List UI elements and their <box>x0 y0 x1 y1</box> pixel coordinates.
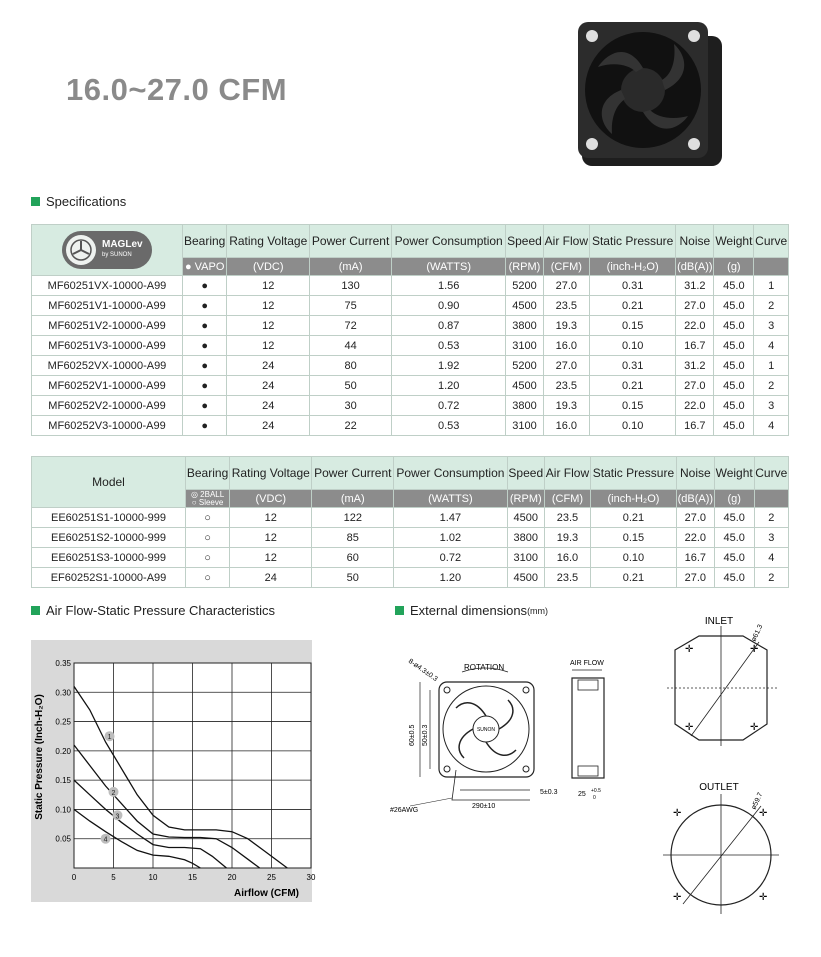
table-cell: 19.3 <box>543 396 589 416</box>
table-cell: 45.0 <box>714 336 754 356</box>
table-row <box>32 508 789 528</box>
table-row <box>32 336 789 356</box>
table-cell: 3800 <box>506 316 543 336</box>
table-cell: 12 <box>230 508 312 528</box>
table-cell: 1.56 <box>392 276 506 296</box>
table-cell: 22.0 <box>676 528 714 548</box>
table-cell: 31.2 <box>676 356 714 376</box>
col-speed: Speed <box>507 457 544 490</box>
table-cell: 0.87 <box>392 316 506 336</box>
col-speed: Speed <box>506 225 543 258</box>
col-consumption: Power Consumption <box>392 225 506 258</box>
table-cell: 23.5 <box>544 568 590 588</box>
table-cell: 4 <box>754 416 789 436</box>
table-cell: 30 <box>310 396 392 416</box>
table-cell: 16.7 <box>676 416 714 436</box>
col-bearing: Bearing <box>186 457 230 490</box>
table-cell: 16.0 <box>544 548 590 568</box>
table-cell: 1.92 <box>392 356 506 376</box>
table-row <box>32 376 789 396</box>
depth-label: 5±0.3 <box>540 789 558 796</box>
table-cell: 3800 <box>507 528 544 548</box>
table-cell: 3 <box>754 528 788 548</box>
table-cell: 3 <box>754 316 789 336</box>
table-cell: 0.15 <box>591 528 677 548</box>
awg-label: #26AWG <box>390 807 419 814</box>
table-cell: ● <box>183 396 227 416</box>
table-cell: 1.47 <box>394 508 508 528</box>
y-tick-label: 0.15 <box>55 776 71 786</box>
unit-cell: (VDC) <box>230 490 312 508</box>
bearing-legend: ◎ 2BALL ○ Sleeve <box>186 490 230 508</box>
x-tick-label: 25 <box>267 873 276 882</box>
table-cell: 3100 <box>506 336 543 356</box>
table-row <box>32 528 789 548</box>
col-bearing: Bearing <box>183 225 227 258</box>
unit-cell: (VDC) <box>227 258 310 276</box>
table-cell: 16.7 <box>676 336 714 356</box>
unit-cell: (RPM) <box>506 258 543 276</box>
hole-cross-icon: ✛ <box>759 892 768 903</box>
model-cell: EE60251S1-10000-999 <box>32 508 186 528</box>
table-cell: 12 <box>230 548 312 568</box>
col-curve: Curve <box>754 457 788 490</box>
curve-label: 2 <box>111 789 116 797</box>
spec-table-sleeve <box>31 456 789 588</box>
unit-cell: (g) <box>714 258 754 276</box>
model-cell: MF60251V1-10000-A99 <box>32 296 183 316</box>
table-cell: ● <box>183 296 227 316</box>
table-cell: 1.20 <box>394 568 508 588</box>
outlet-label: OUTLET <box>699 782 739 793</box>
table-row <box>32 396 789 416</box>
table-row <box>32 276 789 296</box>
table-cell: 45.0 <box>714 568 754 588</box>
table-cell: 72 <box>310 316 392 336</box>
curve-label: 1 <box>107 734 112 742</box>
table-cell: ● <box>183 316 227 336</box>
table-cell: 24 <box>227 396 310 416</box>
table-cell: 27.0 <box>676 296 714 316</box>
unit-cell: ● VAPO <box>183 258 227 276</box>
table-cell: ● <box>183 276 227 296</box>
unit-cell: (CFM) <box>544 490 590 508</box>
table-cell: 0.31 <box>590 276 676 296</box>
dimensions-heading: External dimensions (mm) <box>395 603 548 618</box>
table-cell: 0.53 <box>392 336 506 356</box>
table-cell: 4500 <box>507 508 544 528</box>
table-cell: 60 <box>312 548 394 568</box>
hole-cross-icon: ✛ <box>685 644 694 655</box>
table-cell: 3 <box>754 396 789 416</box>
x-tick-label: 30 <box>306 873 316 882</box>
table-cell: 0.10 <box>590 336 676 356</box>
inlet-label: INLET <box>704 616 734 627</box>
table-cell: 44 <box>310 336 392 356</box>
table-cell: 50 <box>312 568 394 588</box>
green-square-icon <box>31 197 40 206</box>
table-cell: 0.21 <box>591 568 677 588</box>
table-cell: 19.3 <box>544 528 590 548</box>
table-cell: 85 <box>312 528 394 548</box>
table-cell: 22 <box>310 416 392 436</box>
col-pressure: Static Pressure <box>591 457 677 490</box>
table-cell: 5200 <box>506 356 543 376</box>
table-cell: 4500 <box>506 296 543 316</box>
table-cell: 45.0 <box>714 316 754 336</box>
hole-dim-label: 8-ø4.3±0.3 <box>406 657 439 684</box>
model-cell: MF60252V1-10000-A99 <box>32 376 183 396</box>
unit-cell <box>754 258 789 276</box>
table-cell: 12 <box>227 336 310 356</box>
table-cell: 4 <box>754 548 788 568</box>
col-airflow: Air Flow <box>544 457 590 490</box>
col-weight: Weight <box>714 225 754 258</box>
model-cell: MF60251V2-10000-A99 <box>32 316 183 336</box>
unit-cell: (mA) <box>310 258 392 276</box>
fan-frame-side <box>572 678 604 778</box>
table-cell: 0.15 <box>590 316 676 336</box>
table-cell: 23.5 <box>543 296 589 316</box>
model-cell: MF60251V3-10000-A99 <box>32 336 183 356</box>
col-consumption: Power Consumption <box>394 457 508 490</box>
y-tick-label: 0.10 <box>55 805 71 815</box>
external-dimensions-drawing <box>380 630 640 820</box>
model-cell: EF60252S1-10000-A99 <box>32 568 186 588</box>
table-cell: 23.5 <box>544 508 590 528</box>
y-tick-label: 0.30 <box>55 688 71 698</box>
hole-cross-icon: ✛ <box>685 722 694 733</box>
inlet-view-drawing <box>655 612 785 747</box>
x-tick-label: 10 <box>148 873 158 882</box>
table-cell: 24 <box>227 376 310 396</box>
thickness-tol-label: +0.5 <box>591 788 601 794</box>
table-cell: 2 <box>754 568 788 588</box>
col-noise: Noise <box>676 225 714 258</box>
x-axis-label: Airflow (CFM) <box>234 888 299 899</box>
table-cell: 12 <box>230 528 312 548</box>
table-cell: 0.72 <box>394 548 508 568</box>
table-cell: 0.21 <box>591 508 677 528</box>
page-title: 16.0~27.0 CFM <box>66 72 288 107</box>
table-cell: 24 <box>227 356 310 376</box>
table-cell: 12 <box>227 316 310 336</box>
chart-svg <box>31 640 316 902</box>
x-tick-label: 20 <box>227 873 237 882</box>
table-cell: 31.2 <box>676 276 714 296</box>
table-cell: 45.0 <box>714 528 754 548</box>
table-cell: 1.20 <box>392 376 506 396</box>
outlet-diameter-label: ø59.7 <box>750 791 765 811</box>
col-weight: Weight <box>714 457 754 490</box>
col-voltage: Rating Voltage <box>227 225 310 258</box>
table-cell: 27.0 <box>676 568 714 588</box>
thickness-tol2-label: 0 <box>593 795 596 801</box>
table-cell: 16.0 <box>543 416 589 436</box>
y-tick-label: 0.20 <box>55 746 71 756</box>
col-voltage: Rating Voltage <box>230 457 312 490</box>
col-airflow: Air Flow <box>543 225 589 258</box>
table-cell: 0.31 <box>590 356 676 376</box>
hole-cross-icon: ✛ <box>750 644 759 655</box>
table-cell: 5200 <box>506 276 543 296</box>
table-row <box>32 316 789 336</box>
table-cell: 12 <box>227 296 310 316</box>
table-cell: 2 <box>754 508 788 528</box>
table-cell: 16.7 <box>676 548 714 568</box>
table-cell: 24 <box>230 568 312 588</box>
hole-cross-icon: ✛ <box>673 892 682 903</box>
table-cell: 27.0 <box>543 356 589 376</box>
unit-cell: (inch-H₂O) <box>590 258 676 276</box>
table-cell: 4 <box>754 336 789 356</box>
table-cell: 45.0 <box>714 396 754 416</box>
table-cell: 75 <box>310 296 392 316</box>
table-cell: 22.0 <box>676 316 714 336</box>
rotation-label: ROTATION <box>464 663 505 672</box>
table-cell: 12 <box>227 276 310 296</box>
x-tick-label: 0 <box>71 873 77 882</box>
lead-length-label: 290±10 <box>472 803 496 810</box>
table-cell: 27.0 <box>543 276 589 296</box>
table-cell: ○ <box>186 508 230 528</box>
table-cell: 2 <box>754 376 789 396</box>
ball-bearing-icon: ◎ <box>190 489 198 499</box>
table-cell: 0.21 <box>590 296 676 316</box>
col-noise: Noise <box>676 457 714 490</box>
curve-label: 4 <box>103 836 108 844</box>
model-cell: EE60251S3-10000-999 <box>32 548 186 568</box>
fan-logo-icon <box>66 235 96 265</box>
table-cell: 45.0 <box>714 416 754 436</box>
table-cell: ○ <box>186 528 230 548</box>
table-cell: ● <box>183 376 227 396</box>
table-cell: 0.21 <box>590 376 676 396</box>
fan-product-image <box>578 22 726 172</box>
col-current: Power Current <box>312 457 394 490</box>
unit-cell: (dB(A)) <box>676 258 714 276</box>
y-axis-label: Static Pressure (Inch-H₂O) <box>34 694 45 820</box>
model-cell: MF60252V3-10000-A99 <box>32 416 183 436</box>
table-cell: 4500 <box>507 568 544 588</box>
x-tick-label: 5 <box>111 873 116 882</box>
hole-cross-icon: ✛ <box>750 722 759 733</box>
model-cell: EE60251S2-10000-999 <box>32 528 186 548</box>
y-tick-label: 0.05 <box>55 834 71 844</box>
dim-60-label: 60±0.5 <box>409 724 416 746</box>
table-row <box>32 356 789 376</box>
table-cell: 1.02 <box>394 528 508 548</box>
table-cell: 45.0 <box>714 508 754 528</box>
outlet-view-drawing <box>655 780 785 915</box>
dim-50-label: 50±0.3 <box>422 724 429 746</box>
table-row <box>32 548 789 568</box>
unit-cell: (WATTS) <box>394 490 508 508</box>
green-square-icon <box>31 606 40 615</box>
table-row <box>32 296 789 316</box>
table-cell: 3100 <box>507 548 544 568</box>
unit-cell: (CFM) <box>543 258 589 276</box>
table-cell: 27.0 <box>676 376 714 396</box>
model-cell: MF60251VX-10000-A99 <box>32 276 183 296</box>
col-pressure: Static Pressure <box>590 225 676 258</box>
table-cell: 50 <box>310 376 392 396</box>
lead-wire <box>452 770 530 800</box>
table-cell: 122 <box>312 508 394 528</box>
table-cell: 1 <box>754 356 789 376</box>
col-model: Model <box>32 457 186 508</box>
y-tick-label: 0.25 <box>55 717 71 727</box>
x-tick-label: 15 <box>188 873 197 882</box>
table-row <box>32 416 789 436</box>
table-cell: 0.53 <box>392 416 506 436</box>
fan-brand-label: SUNON <box>476 727 496 733</box>
table-cell: ● <box>183 416 227 436</box>
table-cell: 27.0 <box>676 508 714 528</box>
spec-table-maglev <box>31 224 789 436</box>
table-cell: 3100 <box>506 416 543 436</box>
table-cell: 45.0 <box>714 296 754 316</box>
unit-cell: (inch-H₂O) <box>591 490 677 508</box>
table-cell: 0.90 <box>392 296 506 316</box>
table-cell: 4500 <box>506 376 543 396</box>
maglev-logo-cell <box>32 225 183 276</box>
airflow-pressure-chart <box>31 640 316 902</box>
table-row <box>32 568 789 588</box>
table-cell: 45.0 <box>714 276 754 296</box>
inlet-diameter-label: ø61.3 <box>750 623 765 643</box>
table-cell: 3800 <box>506 396 543 416</box>
table-cell: 24 <box>227 416 310 436</box>
curve-label: 3 <box>115 813 120 821</box>
unit-cell: (RPM) <box>507 490 544 508</box>
table-cell: 2 <box>754 296 789 316</box>
table-cell: 16.0 <box>543 336 589 356</box>
table-cell: 45.0 <box>714 548 754 568</box>
green-square-icon <box>395 606 404 615</box>
table-cell: 45.0 <box>714 376 754 396</box>
chart-heading: Air Flow-Static Pressure Characteristics <box>31 603 275 618</box>
table-cell: 22.0 <box>676 396 714 416</box>
table-cell: ○ <box>186 548 230 568</box>
col-current: Power Current <box>310 225 392 258</box>
airflow-label: AIR FLOW <box>570 660 604 667</box>
y-tick-label: 0.35 <box>55 659 71 668</box>
table-cell: 0.72 <box>392 396 506 416</box>
table-cell: 130 <box>310 276 392 296</box>
table-cell: 80 <box>310 356 392 376</box>
table-cell: 1 <box>754 276 789 296</box>
hole-cross-icon: ✛ <box>759 808 768 819</box>
hole-cross-icon: ✛ <box>673 808 682 819</box>
unit-cell: (g) <box>714 490 754 508</box>
table-cell: ○ <box>186 568 230 588</box>
unit-cell: (mA) <box>312 490 394 508</box>
model-cell: MF60252VX-10000-A99 <box>32 356 183 376</box>
table-cell: ● <box>183 336 227 356</box>
model-cell: MF60252V2-10000-A99 <box>32 396 183 416</box>
unit-cell: (dB(A)) <box>676 490 714 508</box>
maglev-logo: MAGLev by SUNON <box>62 231 152 269</box>
sleeve-bearing-icon: ○ <box>191 497 197 507</box>
thickness-label: 25 <box>578 791 586 798</box>
col-curve: Curve <box>754 225 789 258</box>
table-cell: 45.0 <box>714 356 754 376</box>
unit-cell <box>754 490 788 508</box>
table-cell: 0.10 <box>590 416 676 436</box>
table-cell: 0.10 <box>591 548 677 568</box>
specifications-heading: Specifications <box>31 194 126 209</box>
table-cell: 0.15 <box>590 396 676 416</box>
table-cell: ● <box>183 356 227 376</box>
unit-cell: (WATTS) <box>392 258 506 276</box>
table-cell: 23.5 <box>543 376 589 396</box>
table-cell: 19.3 <box>543 316 589 336</box>
